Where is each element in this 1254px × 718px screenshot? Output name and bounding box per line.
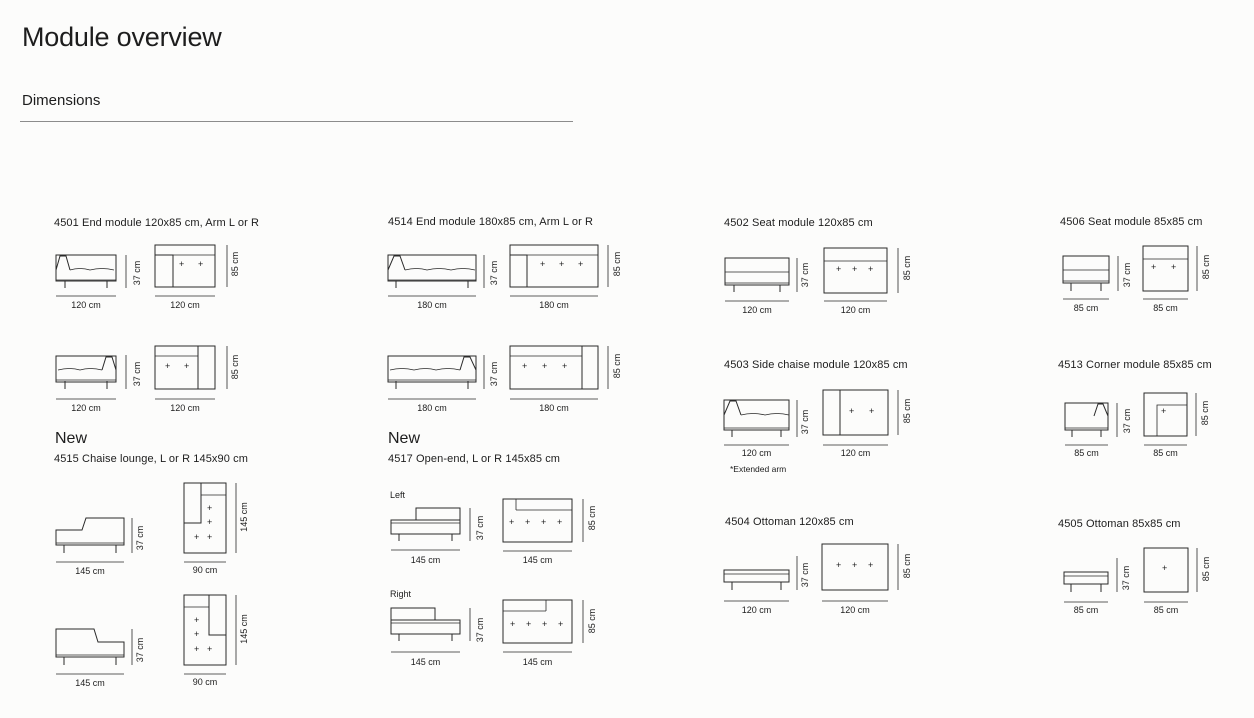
drawing-4517-left-side xyxy=(391,508,470,550)
seat-marker-icon: + xyxy=(578,259,584,269)
seat-marker-icon: + xyxy=(557,517,563,527)
label-right: Right xyxy=(390,589,412,599)
seat-marker-icon: + xyxy=(836,264,842,274)
seat-marker-icon: + xyxy=(194,629,200,639)
seat-marker-icon: + xyxy=(165,361,171,371)
drawing-4514-left-top xyxy=(510,245,608,296)
dim-height: 37 cm xyxy=(475,515,485,541)
dim-width: 85 cm xyxy=(1153,303,1178,313)
dim-height: 37 cm xyxy=(1121,565,1131,591)
dim-width: 85 cm xyxy=(1153,605,1179,615)
seat-marker-icon: + xyxy=(869,406,875,416)
drawing-4501-right-top xyxy=(155,346,227,399)
seat-marker-icon: + xyxy=(207,532,213,542)
seat-marker-icon: + xyxy=(849,406,855,416)
drawing-4501-left-side xyxy=(56,255,126,296)
dim-depth: 85 cm xyxy=(1200,400,1210,426)
drawing-4501-right-side xyxy=(56,355,126,399)
seat-marker-icon: + xyxy=(852,560,858,570)
seat-marker-icon: + xyxy=(542,361,548,371)
dim-height: 37 cm xyxy=(489,361,499,387)
module-title-4504: 4504 Ottoman 120x85 cm xyxy=(725,516,854,528)
dim-height: 37 cm xyxy=(132,260,142,286)
module-title-4517: 4517 Open-end, L or R 145x85 cm xyxy=(388,453,561,465)
dim-width: 180 cm xyxy=(417,300,447,310)
dim-depth: 85 cm xyxy=(902,255,912,281)
seat-marker-icon: + xyxy=(836,560,842,570)
dim-width: 120 cm xyxy=(741,448,772,458)
seat-marker-icon: + xyxy=(542,619,548,629)
seat-marker-icon: + xyxy=(526,619,532,629)
dim-width: 120 cm xyxy=(840,448,871,458)
seat-marker-icon: + xyxy=(558,619,564,629)
dim-width: 145 cm xyxy=(410,555,441,565)
dim-width: 145 cm xyxy=(75,678,105,688)
dim-width: 145 cm xyxy=(522,555,553,565)
seat-marker-icon: + xyxy=(510,619,516,629)
dim-depth: 85 cm xyxy=(902,553,912,579)
dim-height: 37 cm xyxy=(1122,408,1132,434)
dim-height: 37 cm xyxy=(132,361,142,387)
seat-marker-icon: + xyxy=(1151,262,1157,272)
dim-width: 180 cm xyxy=(539,403,569,413)
seat-marker-icon: + xyxy=(559,259,565,269)
seat-marker-icon: + xyxy=(194,532,200,542)
module-title-4506: 4506 Seat module 85x85 cm xyxy=(1060,216,1203,228)
seat-marker-icon: + xyxy=(1162,563,1168,573)
drawing-4503-top xyxy=(823,390,898,445)
drawing-4513-top xyxy=(1144,393,1196,445)
module-title-4503: 4503 Side chaise module 120x85 cm xyxy=(724,359,908,371)
dim-width: 120 cm xyxy=(840,305,871,315)
seat-marker-icon: + xyxy=(541,517,547,527)
dim-height: 37 cm xyxy=(1122,262,1132,288)
seat-marker-icon: + xyxy=(194,644,200,654)
drawing-4517-right-side xyxy=(391,608,470,652)
drawing-4506-side xyxy=(1063,256,1118,299)
drawing-4504-side xyxy=(724,556,797,601)
dim-width: 180 cm xyxy=(539,300,569,310)
seat-marker-icon: + xyxy=(207,503,213,513)
seat-marker-icon: + xyxy=(868,560,874,570)
seat-marker-icon: + xyxy=(194,615,200,625)
label-left: Left xyxy=(390,490,406,500)
drawing-4502-top xyxy=(824,248,898,301)
module-title-4502: 4502 Seat module 120x85 cm xyxy=(724,217,873,229)
dim-depth: 85 cm xyxy=(587,505,597,531)
dim-width: 180 cm xyxy=(417,403,447,413)
module-title-4505: 4505 Ottoman 85x85 cm xyxy=(1058,518,1181,530)
new-badge-4517: New xyxy=(388,430,421,447)
seat-marker-icon: + xyxy=(179,259,185,269)
new-badge-4515: New xyxy=(55,430,88,447)
seat-marker-icon: + xyxy=(562,361,568,371)
dim-depth: 85 cm xyxy=(902,398,912,424)
dim-width: 85 cm xyxy=(1074,448,1099,458)
module-title-4501: 4501 End module 120x85 cm, Arm L or R xyxy=(54,217,260,229)
seat-marker-icon: + xyxy=(509,517,515,527)
dim-height: 37 cm xyxy=(800,262,810,288)
dim-width: 90 cm xyxy=(192,677,218,687)
dim-width: 120 cm xyxy=(741,605,772,615)
dim-width: 120 cm xyxy=(170,300,200,310)
module-title-4514: 4514 End module 180x85 cm, Arm L or R xyxy=(388,216,594,228)
dim-height: 37 cm xyxy=(135,637,145,663)
dim-width: 145 cm xyxy=(75,566,105,576)
drawing-4502-side xyxy=(725,258,797,301)
dim-depth: 85 cm xyxy=(230,251,240,277)
dim-depth: 85 cm xyxy=(612,353,622,379)
dim-depth: 85 cm xyxy=(612,251,622,277)
dim-width: 85 cm xyxy=(1153,448,1178,458)
seat-marker-icon: + xyxy=(207,517,213,527)
drawing-4515-left-side xyxy=(56,518,132,562)
module-title-4515: 4515 Chaise lounge, L or R 145x90 cm xyxy=(54,453,248,465)
dim-width: 85 cm xyxy=(1073,303,1099,313)
dim-height: 37 cm xyxy=(800,562,810,588)
dim-height: 37 cm xyxy=(489,260,499,286)
dim-width: 120 cm xyxy=(71,403,101,413)
page-title: Module overview xyxy=(22,22,222,52)
drawing-4503-side xyxy=(724,400,797,445)
dim-depth: 145 cm xyxy=(239,502,249,532)
seat-marker-icon: + xyxy=(868,264,874,274)
seat-marker-icon: + xyxy=(525,517,531,527)
dim-depth: 85 cm xyxy=(1201,254,1211,280)
dim-width: 145 cm xyxy=(410,657,441,667)
dim-height: 37 cm xyxy=(475,617,485,643)
drawing-4514-right-side xyxy=(388,355,484,399)
section-title: Dimensions xyxy=(22,92,101,109)
seat-marker-icon: + xyxy=(207,644,213,654)
drawing-4515-right-side xyxy=(56,629,132,674)
drawing-4506-top xyxy=(1143,246,1197,299)
drawing-4501-left-top xyxy=(155,245,227,296)
dim-width: 145 cm xyxy=(522,657,553,667)
dim-width: 120 cm xyxy=(71,300,101,310)
seat-marker-icon: + xyxy=(184,361,190,371)
dim-depth: 85 cm xyxy=(587,608,597,634)
dim-width: 120 cm xyxy=(742,305,772,315)
seat-marker-icon: + xyxy=(522,361,528,371)
dim-width: 90 cm xyxy=(192,565,218,575)
seat-marker-icon: + xyxy=(1171,262,1177,272)
dim-depth: 85 cm xyxy=(1201,556,1211,582)
seat-marker-icon: + xyxy=(198,259,204,269)
drawing-4505-side xyxy=(1064,558,1117,602)
drawing-4514-left-side xyxy=(388,255,484,296)
seat-marker-icon: + xyxy=(540,259,546,269)
drawing-4504-top xyxy=(822,544,898,601)
module-title-4513: 4513 Corner module 85x85 cm xyxy=(1058,359,1212,371)
drawing-4515-right-top xyxy=(184,595,236,674)
drawing-4505-top xyxy=(1144,548,1197,602)
dim-height: 37 cm xyxy=(135,525,145,551)
drawing-4513-side xyxy=(1065,403,1117,445)
dim-width: 120 cm xyxy=(840,605,870,615)
seat-marker-icon: + xyxy=(852,264,858,274)
dim-width: 85 cm xyxy=(1073,605,1099,615)
dim-depth: 85 cm xyxy=(230,354,240,380)
dim-depth: 145 cm xyxy=(239,614,249,644)
drawing-4514-right-top xyxy=(510,346,608,399)
dim-height: 37 cm xyxy=(800,409,810,435)
dim-width: 120 cm xyxy=(170,403,200,413)
seat-marker-icon: + xyxy=(1161,406,1167,416)
note-extended-arm: *Extended arm xyxy=(730,464,787,474)
